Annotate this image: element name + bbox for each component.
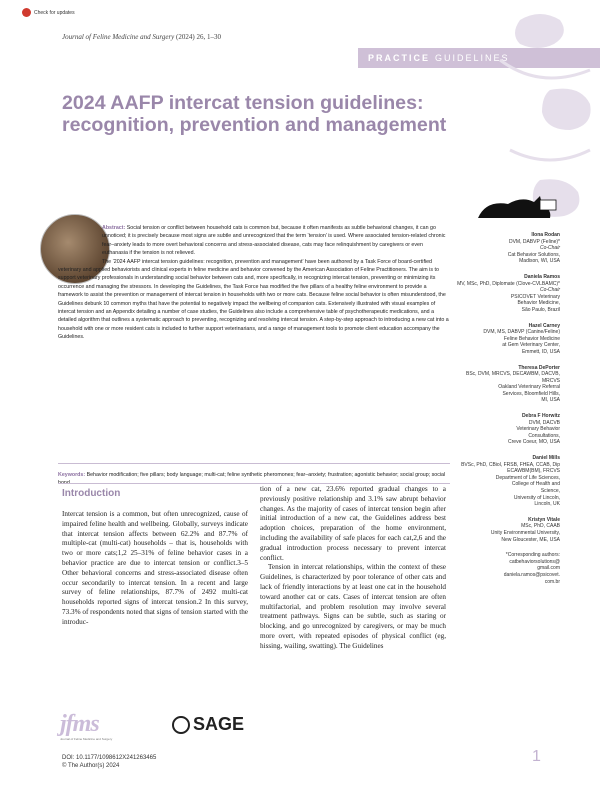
sage-logo-icon <box>172 716 190 734</box>
abstract-paragraph-2: The ‘2024 AAFP intercat tension guidelines: recognition, prevention and management’ have been authored by a Task Force of board-certified veterinary and applied behaviorists and clinical experts in feline medicine and behavior convened by the American Association of Feline Practitioners. The aim is to support veterinary professionals in understanding social behavior between cats and, more specifically, in recognizing intercat tension, preventing or minimizing its occurrence and managing the stressors. In developing the Guidelines, the Task Force has modified the five pillars of a healthy feline environment to provide a framework to assist the prevention or management of intercat tension in households with two or more cats. Because feline social behavior is often misunderstood, the Guidelines debunk 10 common myths that have the potential to negatively impact the wellbeing of companion cats. Extensively illustrated with visual examples of intercat tension and an Appendix detailing a number of case studies, the Guidelines also include a comprehensive table of psychotherapeutic medications, and a detailed algorithm that outlines a systematic approach to preventing, recognizing and resolving intercat tension. A step-by-step approach to introducing a new cat into a household with one or more resident cats is included to further support veterinarians, and a range of management tools to promote client education accompany the Guidelines. <box>58 258 449 341</box>
keywords-text: Behavior modification; five pillars; body language; multi-cat; feline synthetic pheromones; fear–anxiety; frustration; agonistic behavior; social group; social <box>86 472 446 478</box>
body-column-1 <box>62 510 248 628</box>
divider-top <box>58 463 450 464</box>
sage-logo-text: SAGE <box>193 714 245 734</box>
article-title: 2024 AAFP intercat tension guidelines: recognition, prevention and management <box>62 92 447 136</box>
divider-bottom <box>58 483 450 484</box>
author-3: Hazel Carney DVM, MS, DABVP (Canine/Feline) Feline Behavior Medicine at Gem Veterinary Center, Emmett, ID, USA <box>483 322 560 355</box>
body-paragraph: Tension in intercat relationships, within the context of these Guidelines, is characterized by poor tolerance of other cats and lack of friendly interactions by at least one cat in the household toward another cat or cats. Cases of intercat tension are often multifactorial, and problem resolution may involve several treatment pathways. Signs can be subtle, such as staring or blocking, and go unrecognized by caregivers, or may be much more overt, with repeated episodes of physical conflict (eg, hissing, wailing, swatting). The Guidelines <box>260 563 446 650</box>
body-column-2 <box>260 485 446 652</box>
author-1: Ilona Rodan DVM, DABVP (Feline)* Co-Chair Cat Behavior Solutions, Madison, WI, USA <box>507 232 560 265</box>
banner-bold: PRACTICE <box>368 53 431 63</box>
abstract-label: Abstract: <box>102 225 126 231</box>
badge-label: Check for updates <box>34 9 75 16</box>
author-list <box>452 232 560 585</box>
check-for-updates-badge[interactable] <box>22 8 75 17</box>
journal-issue: (2024) 26, 1–30 <box>174 33 221 41</box>
abstract <box>58 224 450 342</box>
author-4: Theresa DePorter BSc, DVM, MRCVS, DECAWBM, DACVB, MRCVS Oakland Veterinary Referral Services, Bloomfield Hills, MI, USA <box>466 364 560 404</box>
author-2: Daniela Ramos MV, MSc, PhD, Diplomate (Clove-CVLBAMC)* Co-Chair PSICOVET Veterinary Behavior Medicine, São Paulo, Brazil <box>457 273 560 313</box>
author-6: Daniel Mills BVSc, PhD, CBiol, FRSB, FHEA, CCAB, Dip ECAWBM(BM), FRCVS Department of Life Sciences, College of Health and Science, University of Lincoln, Lincoln, UK <box>461 455 560 508</box>
sage-logo <box>172 714 244 735</box>
abstract-paragraph-1 <box>58 224 450 258</box>
doi-link[interactable]: DOI: 10.1177/1098612X241263465 <box>62 755 157 761</box>
banner-rest: GUIDELINES <box>435 53 510 63</box>
journal-citation <box>62 33 221 41</box>
journal-name: Journal of Feline Medicine and Surgery <box>62 33 175 41</box>
corresponding-authors: *Corresponding authors: catbehaviorsolutions@ gmail.com daniela.ramos@psicovet. com.br <box>452 552 560 585</box>
email-link[interactable]: catbehaviorsolutions@ <box>509 558 560 565</box>
author-7: Kristyn Vitale MSc, PhD, CAAB Unity Environmental University, New Gloucester, ME, USA <box>490 516 560 543</box>
doi-block <box>62 754 156 770</box>
jfms-logo-subtitle: Journal of Feline Medicine and Surgery <box>60 737 113 741</box>
jfms-logo: jfms <box>60 711 99 737</box>
abstract-text-1: Social tension or conflict between household cats is common but, because it often manifests as subtle behavioral changes, it can go unnoticed; it is precisely because most signs are subtle and unrecognized that the term ‘tension’ is used. Where associated tension-related chronic fear–anxiety leads to more overt behavioral concerns and stress-associated disease, cats may face relinquishment by caregivers or even euthanasia if the tension is not relieved. <box>102 225 446 257</box>
cat-silhouette-icon <box>468 192 560 222</box>
page-number: 1 <box>532 748 541 765</box>
keywords-label: Keywords: <box>58 472 86 478</box>
copyright: © The Author(s) 2024 <box>62 763 120 769</box>
email-link[interactable]: daniela.ramos@psicovet. <box>503 571 560 578</box>
body-paragraph: tion of a new cat, 23.6% reported gradual changes to a previously positive relationship and 3.1% saw abrupt behavior changes. As the majority of cases of intercat tension begin after initial introduction of a new cat, the Guidelines address best adoption choices, preparation of the home environment, including the availability of safe places for each cat,2,6 and the gradual introduction process necessary to prevent intercat conflict. <box>260 485 446 562</box>
author-5: Debra F Horwitz DVM, DACVB Veterinary Behavior Consultations, Creve Coeur, MO, USA <box>508 413 560 446</box>
crossmark-icon <box>22 8 31 17</box>
introduction-heading: Introduction <box>62 488 121 499</box>
body-paragraph: Intercat tension is a common, but often unrecognized, cause of impaired feline health and wellbeing. Globally, surveys indicate that intercat tension affects between 62.2% and 87.7% of multiple-cat (multi-cat) households – that is, households with two or more cats;1,2 25–31% of feline behavior cases in a behavior practice are due to intercat tension or conflict.3–5 Other behavioral concerns and stress-associated disease often occur secondarily to intercat tension. In a recent and large survey of feline relationships, 87.7% of 2492 multi-cat households reported signs of intercat tension.2 In this survey, 73.3% of respondents noted that signs of tension started with the introduc- <box>62 510 248 626</box>
